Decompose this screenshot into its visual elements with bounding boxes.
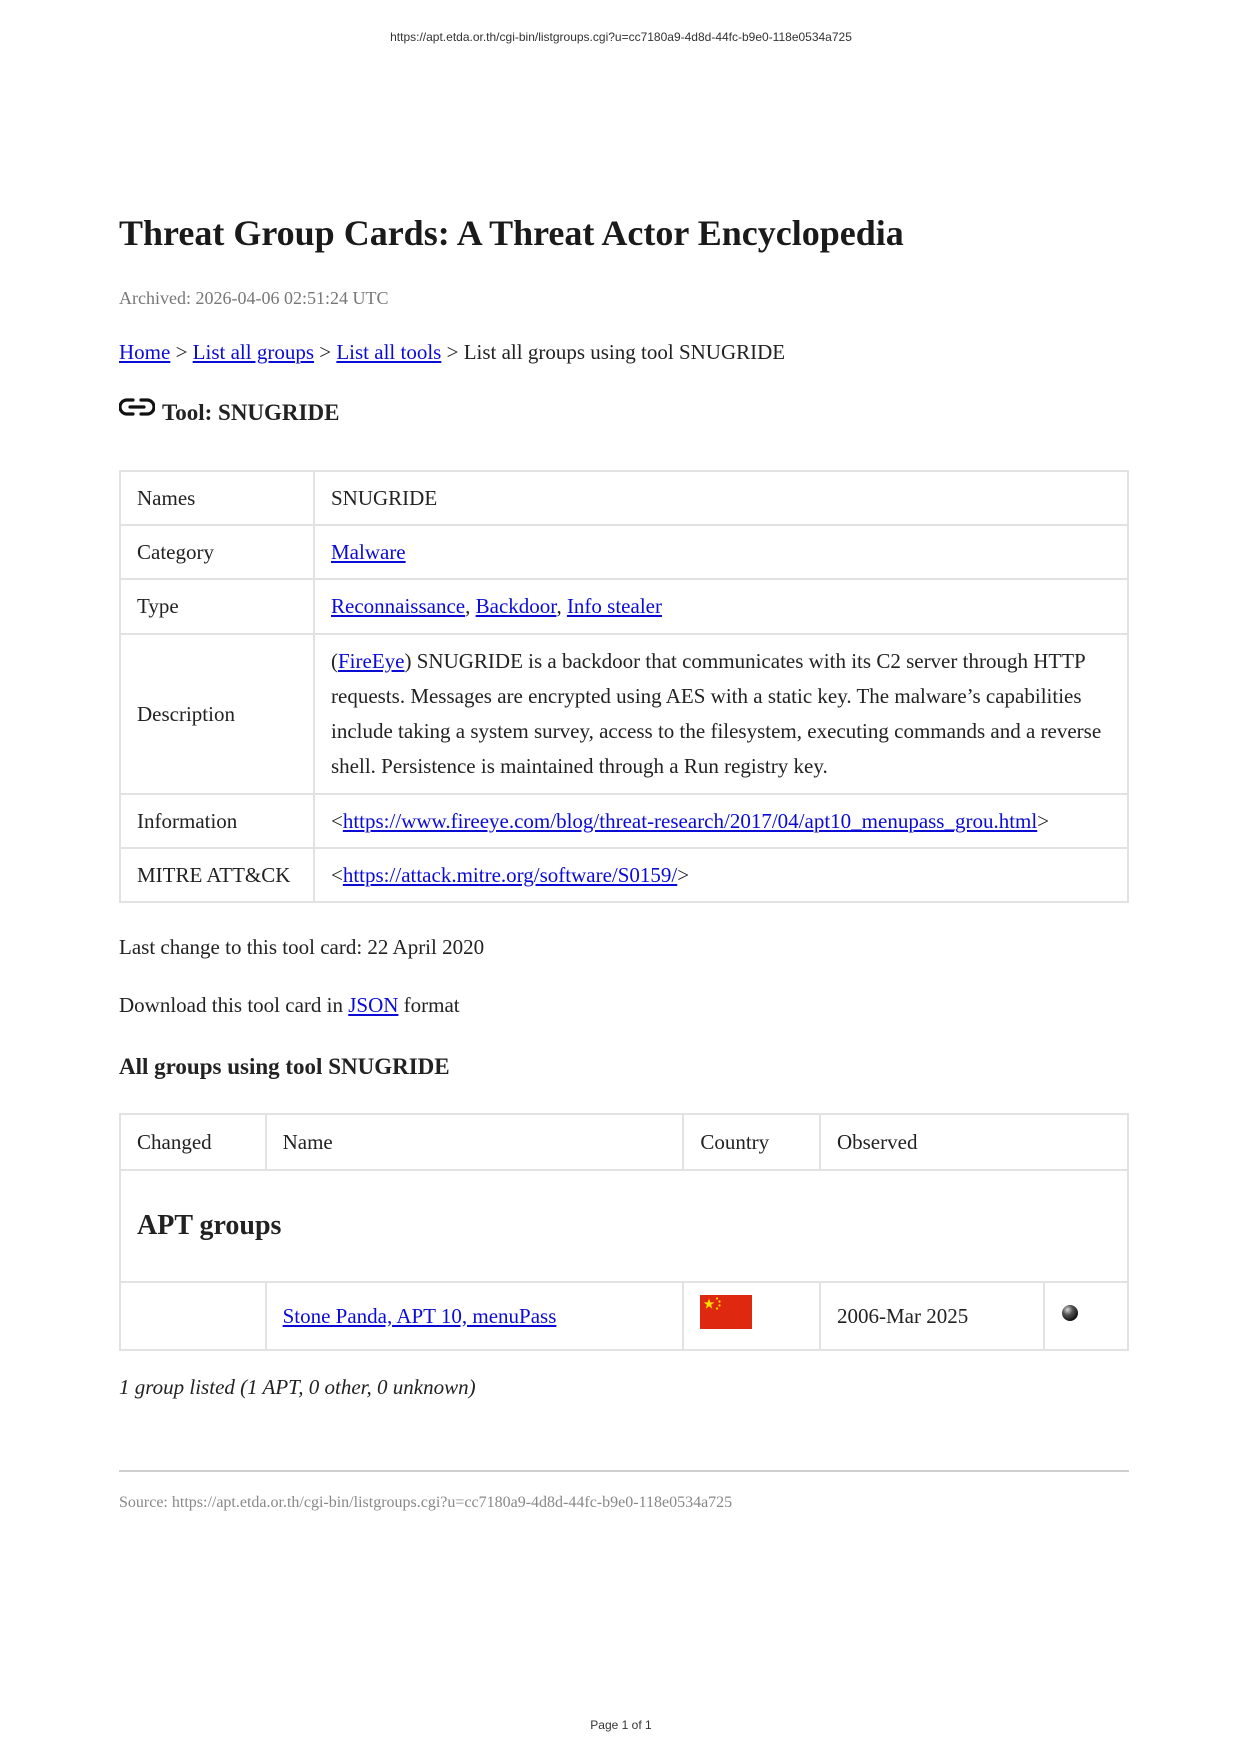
information-label: Information [120, 794, 314, 848]
divider [119, 1470, 1129, 1472]
print-header-url: https://apt.etda.or.th/cgi-bin/listgroups.cgi?u=cc7180a9-4d8d-44fc-b9e0-118e0534a725 [390, 30, 852, 44]
type-separator: , [556, 594, 567, 618]
gt-bracket: > [1037, 808, 1050, 833]
flag-china-icon [700, 1295, 752, 1329]
breadcrumb-all-groups-link[interactable]: List all groups [192, 340, 314, 364]
download-prefix: Download this tool card in [119, 993, 343, 1017]
page-title: Threat Group Cards: A Threat Actor Encyclopedia [119, 213, 904, 253]
group-country [683, 1282, 820, 1350]
column-header-changed: Changed [120, 1114, 266, 1170]
breadcrumb-separator: > [319, 340, 332, 364]
breadcrumb [119, 340, 785, 365]
information-link[interactable]: https://www.fireeye.com/blog/threat-research/2017/04/apt10_menupass_grou.html [342, 808, 1038, 833]
section-row [120, 1170, 1128, 1282]
column-header-country: Country [683, 1114, 820, 1170]
type-value [314, 579, 1128, 634]
breadcrumb-separator: > [175, 340, 188, 364]
table-row [120, 1282, 1128, 1350]
json-download-link[interactable]: JSON [348, 993, 399, 1017]
tool-heading-text: Tool: SNUGRIDE [162, 400, 340, 425]
breadcrumb-current: List all groups using tool SNUGRIDE [463, 340, 786, 364]
column-header-observed: Observed [820, 1114, 1128, 1170]
group-name-cell [266, 1282, 684, 1350]
category-malware-link[interactable]: Malware [331, 539, 406, 564]
names-label: Names [120, 471, 314, 525]
description-open-paren: ( [331, 649, 338, 673]
type-backdoor-link[interactable]: Backdoor [475, 594, 557, 618]
tool-heading [119, 400, 339, 426]
description-label: Description [120, 634, 314, 794]
type-label: Type [120, 579, 314, 634]
lt-bracket: < [331, 808, 343, 833]
group-name-link[interactable]: Stone Panda, APT 10, menuPass [282, 1303, 557, 1328]
source-url: Source: https://apt.etda.or.th/cgi-bin/listgroups.cgi?u=cc7180a9-4d8d-44fc-b9e0-118e0534a725 [119, 1494, 733, 1511]
type-info-stealer-link[interactable]: Info stealer [566, 594, 662, 618]
column-header-name: Name [266, 1114, 684, 1170]
mitre-label: MITRE ATT&CK [120, 848, 314, 902]
breadcrumb-separator: > [446, 340, 459, 364]
names-value: SNUGRIDE [314, 471, 1128, 525]
lt-bracket: < [331, 862, 343, 887]
information-value [314, 794, 1128, 848]
page-number: Page 1 of 1 [590, 1718, 652, 1732]
archived-timestamp: Archived: 2026-04-06 02:51:24 UTC [119, 288, 389, 308]
description-value [314, 634, 1128, 794]
last-change: Last change to this tool card: 22 April 2020 [119, 935, 485, 959]
tool-card-table [119, 470, 1129, 903]
groups-table [119, 1113, 1129, 1351]
table-row [120, 634, 1128, 794]
type-reconnaissance-link[interactable]: Reconnaissance [331, 594, 466, 618]
group-changed [120, 1282, 266, 1350]
breadcrumb-all-tools-link[interactable]: List all tools [336, 340, 442, 364]
description-text: ) SNUGRIDE is a backdoor that communicates with its C2 server through HTTP requests. Messages are encrypted using AES with a static key. The malware’s capabilities include taking a system survey, access to the filesystem, executing commands and a reverse shell. Persistence is maintained through a Run registry key. [331, 649, 1102, 778]
group-status [1044, 1282, 1128, 1350]
gt-bracket: > [677, 862, 690, 887]
category-value [314, 525, 1128, 579]
breadcrumb-home-link[interactable]: Home [119, 340, 171, 364]
category-label: Category [120, 525, 314, 579]
description-source-link[interactable]: FireEye [338, 649, 405, 673]
mitre-link[interactable]: https://attack.mitre.org/software/S0159/ [342, 862, 678, 887]
groups-heading: All groups using tool SNUGRIDE [119, 1054, 450, 1079]
download-line [119, 993, 460, 1018]
table-header-row [120, 1114, 1128, 1170]
table-row [120, 848, 1128, 902]
download-suffix: format [403, 993, 460, 1017]
type-separator: , [465, 594, 476, 618]
mitre-value [314, 848, 1128, 902]
table-row [120, 794, 1128, 848]
group-observed: 2006-Mar 2025 [820, 1282, 1044, 1350]
table-row [120, 525, 1128, 579]
link-icon [119, 394, 155, 420]
table-row [120, 579, 1128, 634]
groups-summary: 1 group listed (1 APT, 0 other, 0 unknown) [119, 1375, 476, 1399]
section-title: APT groups [120, 1170, 1128, 1282]
table-row [120, 471, 1128, 525]
sphere-icon [1061, 1303, 1079, 1321]
